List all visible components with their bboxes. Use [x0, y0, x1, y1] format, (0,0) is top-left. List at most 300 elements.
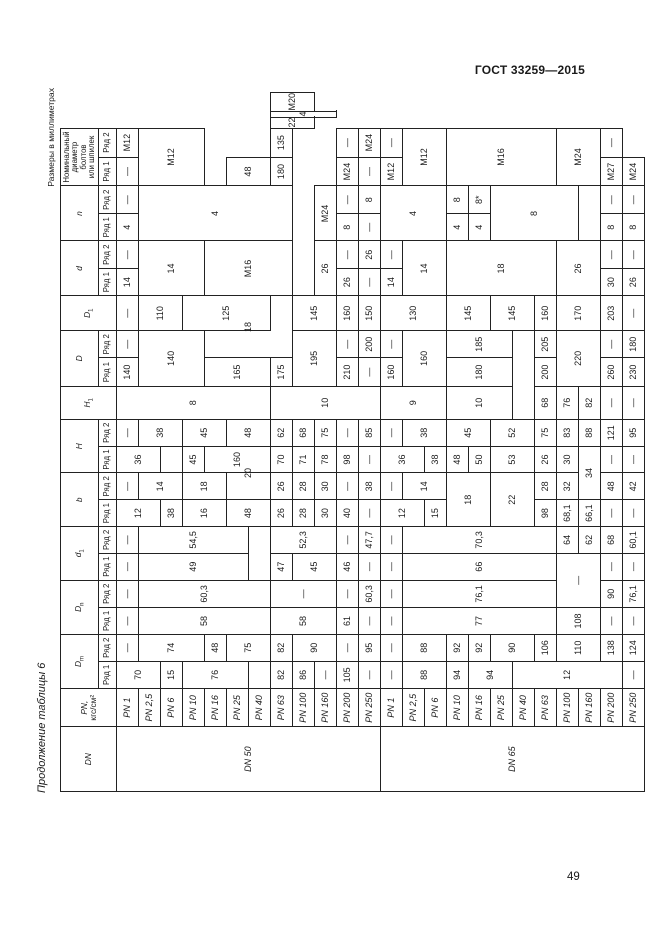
val: 70: [271, 446, 293, 473]
val: 125: [183, 296, 271, 331]
val: —: [359, 553, 381, 580]
val: 260: [601, 358, 623, 386]
val: 135: [271, 128, 293, 157]
val: 20: [227, 446, 271, 500]
val: 8*: [469, 186, 491, 213]
val: —: [601, 608, 623, 635]
val: 8: [337, 213, 359, 240]
val: 58: [271, 608, 337, 635]
pn-cell: PN 25: [227, 689, 249, 727]
val: 4: [469, 213, 491, 240]
val: 10: [447, 386, 513, 419]
val: 32: [557, 473, 579, 500]
val: 30: [601, 268, 623, 295]
val: —: [601, 186, 623, 213]
val: 74: [139, 634, 205, 661]
val: —: [359, 268, 381, 295]
val: —: [359, 446, 381, 473]
val: 15: [425, 500, 447, 527]
val: 185: [447, 331, 513, 358]
pn-cell: PN 40: [513, 689, 535, 727]
val: 9: [381, 386, 447, 419]
val: 60,3: [139, 580, 271, 607]
row-label: Ряд 2: [99, 241, 117, 268]
row-label: Ряд 2: [99, 580, 117, 607]
val: —: [117, 634, 139, 661]
row-label: Ряд 1: [99, 268, 117, 295]
val: 4: [271, 111, 337, 117]
val: 12: [513, 661, 623, 688]
dn-cell: DN 65: [381, 727, 645, 792]
val: 28: [293, 473, 315, 500]
val: 14: [403, 473, 447, 500]
val: 150: [359, 296, 381, 331]
val: 54,5: [139, 527, 249, 554]
val: 22: [491, 473, 535, 527]
row-label: Ряд 1: [99, 446, 117, 473]
val: 14: [117, 268, 139, 295]
val: —: [601, 128, 623, 157]
pn-cell: PN 16: [205, 689, 227, 727]
val: M24: [337, 157, 359, 186]
val: 48: [601, 473, 623, 500]
val: —: [381, 580, 403, 607]
val: 14: [139, 241, 205, 296]
val: 95: [623, 419, 645, 446]
val: 48: [447, 446, 469, 473]
continuation-caption: Продолжение таблицы 6: [36, 662, 48, 793]
val: —: [623, 241, 645, 268]
val: 105: [337, 661, 359, 688]
val: —: [337, 473, 359, 500]
val: 26: [535, 446, 557, 473]
val: 36: [117, 446, 161, 473]
val: 66: [403, 553, 557, 580]
val: M24: [623, 157, 645, 186]
val: 12: [381, 500, 425, 527]
val: 83: [557, 419, 579, 446]
val: M20: [271, 93, 315, 112]
col-n: n: [61, 186, 99, 241]
val: 66,1: [579, 500, 601, 527]
val: —: [359, 358, 381, 386]
val: 108: [557, 608, 601, 635]
val: 58: [139, 608, 271, 635]
val: —: [381, 553, 403, 580]
val: 180: [447, 358, 513, 386]
row-label: Ряд 1: [99, 553, 117, 580]
val: M24: [359, 128, 381, 157]
val: 4: [139, 186, 293, 241]
val: 200: [535, 358, 557, 386]
val: —: [623, 661, 645, 688]
pn-cell: PN 200: [337, 689, 359, 727]
val: —: [623, 446, 645, 473]
val: —: [623, 553, 645, 580]
val: 4: [381, 186, 447, 241]
val: —: [601, 446, 623, 473]
val: 94: [447, 661, 469, 688]
val: 68: [535, 386, 557, 419]
flange-dimensions-table: [60, 92, 645, 792]
val: 160: [381, 358, 403, 386]
val: 175: [271, 358, 293, 386]
val: 86: [293, 661, 315, 688]
val: 95: [359, 634, 381, 661]
row-label: Ряд 1: [99, 500, 117, 527]
val: 98: [535, 500, 557, 527]
val: 14: [139, 473, 183, 500]
val: —: [117, 157, 139, 186]
val: 48: [227, 157, 271, 186]
val: M24: [557, 128, 601, 186]
pn-cell: PN 250: [359, 689, 381, 727]
val: 76: [557, 386, 579, 419]
val: 145: [293, 296, 337, 331]
val: 62: [579, 527, 601, 554]
val: 26: [271, 473, 293, 500]
val: 180: [623, 331, 645, 358]
val: —: [337, 527, 359, 554]
val: 8: [359, 186, 381, 213]
val: 75: [315, 419, 337, 446]
val: —: [381, 608, 403, 635]
val: 75: [535, 419, 557, 446]
pn-cell: PN 40: [249, 689, 271, 727]
row-label: Ряд 1: [99, 213, 117, 240]
val: 210: [337, 358, 359, 386]
val: 8: [117, 386, 271, 419]
val: 30: [315, 473, 337, 500]
val: 160: [403, 331, 447, 387]
val: 30: [315, 500, 337, 527]
val: —: [117, 296, 139, 331]
val: —: [601, 500, 623, 527]
val: —: [117, 608, 139, 635]
val: —: [117, 580, 139, 607]
val: —: [117, 473, 139, 500]
val: 26: [315, 241, 337, 296]
val: 92: [447, 634, 469, 661]
val: 82: [271, 661, 293, 688]
val: 88: [579, 419, 601, 446]
val: 220: [557, 331, 601, 387]
val: 8: [447, 186, 469, 213]
val: 90: [601, 580, 623, 607]
val: 138: [601, 634, 623, 661]
val: M12: [117, 128, 139, 157]
val: 94: [469, 661, 513, 688]
val: 26: [337, 268, 359, 295]
val: 98: [337, 446, 359, 473]
val: 121: [601, 419, 623, 446]
val: 165: [205, 358, 271, 386]
val: 8: [623, 213, 645, 240]
pn-cell: PN 250: [623, 689, 645, 727]
val: 22: [271, 117, 315, 128]
val: 38: [161, 500, 183, 527]
col-d1: $d_1$: [61, 527, 99, 581]
val: 42: [623, 473, 645, 500]
val: 180: [271, 157, 293, 186]
val: 68: [601, 527, 623, 554]
val: —: [381, 634, 403, 661]
col-b: b: [61, 473, 99, 527]
val: 195: [293, 331, 337, 387]
val: 34: [579, 446, 601, 500]
val: 8: [491, 186, 579, 241]
val: 48: [205, 634, 227, 661]
val: 124: [623, 634, 645, 661]
val: 18: [447, 473, 491, 527]
val: 45: [183, 446, 205, 473]
row-label: Ряд 2: [99, 419, 117, 446]
val: 77: [403, 608, 557, 635]
val: —: [359, 157, 381, 186]
val: 10: [271, 386, 381, 419]
page-number: 49: [567, 871, 580, 883]
col-dn-diam: $D_n$: [61, 580, 99, 634]
val: 48: [227, 500, 271, 527]
val: 49: [139, 553, 249, 580]
val: 14: [381, 268, 403, 295]
val: 203: [601, 296, 623, 331]
dn-cell: DN 50: [117, 727, 381, 792]
row-label: Ряд 1: [99, 661, 117, 688]
val: —: [381, 128, 403, 157]
val: —: [381, 473, 403, 500]
val: 145: [447, 296, 491, 331]
val: 110: [139, 296, 183, 331]
pn-cell: PN 63: [535, 689, 557, 727]
val: 50: [469, 446, 491, 473]
val: M16: [205, 241, 293, 296]
val: 40: [337, 500, 359, 527]
row-label: Ряд 1: [99, 358, 117, 386]
val: —: [359, 213, 381, 240]
val: M27: [601, 157, 623, 186]
row-label: Ряд 2: [99, 331, 117, 358]
val: 18: [183, 473, 227, 500]
val: 38: [139, 419, 183, 446]
val: 12: [117, 500, 161, 527]
val: —: [337, 128, 359, 157]
val: —: [315, 661, 337, 688]
val: 76,1: [623, 580, 645, 607]
val: 48: [227, 419, 271, 446]
val: 85: [359, 419, 381, 446]
val: M12: [403, 128, 447, 186]
val: 26: [557, 241, 601, 296]
val: 46: [337, 553, 359, 580]
pn-cell: PN 1: [117, 689, 139, 727]
val: —: [623, 500, 645, 527]
val: 18: [205, 296, 293, 358]
val: —: [359, 661, 381, 688]
col-h1: $H_1$: [61, 386, 117, 419]
standard-header: ГОСТ 33259—2015: [474, 63, 585, 77]
row-label: Ряд 2: [99, 527, 117, 554]
val: 38: [403, 419, 447, 446]
val: 38: [425, 446, 447, 473]
val: M12: [139, 128, 205, 186]
val: 45: [447, 419, 491, 446]
val: —: [623, 386, 645, 419]
val: —: [117, 186, 139, 213]
val: 70: [117, 661, 161, 688]
row-label: Ряд 2: [99, 186, 117, 213]
val: 110: [557, 634, 601, 661]
val: 60,3: [359, 580, 381, 607]
val: —: [337, 580, 359, 607]
pn-cell: PN 10: [447, 689, 469, 727]
pn-cell: PN 100: [293, 689, 315, 727]
val: 68: [293, 419, 315, 446]
val: 106: [535, 634, 557, 661]
val: —: [359, 608, 381, 635]
val: 26: [271, 500, 293, 527]
col-dn: DN: [61, 727, 117, 792]
pn-cell: PN 100: [557, 689, 579, 727]
val: —: [601, 331, 623, 358]
val: —: [623, 186, 645, 213]
val: 78: [315, 446, 337, 473]
val: 130: [381, 296, 447, 331]
val: 88: [403, 634, 447, 661]
val: 28: [535, 473, 557, 500]
val: 60,1: [623, 527, 645, 554]
pn-cell: PN 1: [381, 689, 403, 727]
val: 140: [117, 358, 139, 386]
pn-cell: PN 160: [579, 689, 601, 727]
val: 64: [557, 527, 579, 554]
val: 28: [293, 500, 315, 527]
val: 36: [381, 446, 425, 473]
val: 45: [183, 419, 227, 446]
val: 52: [491, 419, 535, 446]
val: 45: [293, 553, 337, 580]
pn-cell: PN 2,5: [139, 689, 161, 727]
val: —: [117, 419, 139, 446]
val: 14: [403, 241, 447, 296]
val: 68,1: [557, 500, 579, 527]
val: 88: [403, 661, 447, 688]
col-D: D: [61, 331, 99, 387]
val: —: [381, 419, 403, 446]
val: 62: [271, 419, 293, 446]
val: —: [117, 331, 139, 358]
val: 30: [557, 446, 579, 473]
val: —: [623, 608, 645, 635]
pn-cell: PN 200: [601, 689, 623, 727]
val: 90: [293, 634, 337, 661]
val: 170: [557, 296, 601, 331]
col-d: d: [61, 241, 99, 296]
val: 82: [271, 634, 293, 661]
pn-cell: PN 6: [161, 689, 183, 727]
val: 82: [579, 386, 601, 419]
val: M12: [381, 157, 403, 186]
val: 4: [117, 213, 139, 240]
val: —: [337, 241, 359, 268]
val: —: [337, 419, 359, 446]
val: 47,7: [359, 527, 381, 554]
val: 75: [227, 634, 271, 661]
col-h: H: [61, 419, 99, 473]
val: M16: [447, 128, 557, 186]
val: —: [601, 386, 623, 419]
val: —: [359, 500, 381, 527]
row-label: Ряд 2: [99, 128, 117, 157]
val: 92: [469, 634, 491, 661]
val: —: [601, 241, 623, 268]
val: 52,3: [271, 527, 337, 554]
val: —: [337, 634, 359, 661]
col-dm: $D_m$: [61, 634, 99, 688]
val: —: [381, 331, 403, 358]
val: 140: [139, 331, 205, 387]
val: 38: [359, 473, 381, 500]
pn-cell: PN 6: [425, 689, 447, 727]
val: —: [623, 296, 645, 331]
val: 47: [271, 553, 293, 580]
val: —: [601, 553, 623, 580]
val: 145: [491, 296, 535, 331]
val: 76: [183, 661, 249, 688]
val: 70,3: [403, 527, 557, 554]
val: 160: [337, 296, 359, 331]
col-pn: PN, кгс/см²: [61, 689, 117, 727]
val: —: [271, 580, 337, 607]
pn-cell: PN 160: [315, 689, 337, 727]
val: 26: [623, 268, 645, 295]
row-label: Ряд 2: [99, 634, 117, 661]
val: 53: [491, 446, 535, 473]
val: —: [117, 553, 139, 580]
col-bolt: Номинальный диаметр болтов или шпилек: [61, 128, 99, 186]
val: 230: [623, 358, 645, 386]
pn-cell: PN 25: [491, 689, 513, 727]
val: —: [117, 241, 139, 268]
val: —: [117, 527, 139, 554]
pn-cell: PN 2,5: [403, 689, 425, 727]
val: 71: [293, 446, 315, 473]
val: 15: [161, 661, 183, 688]
row-label: Ряд 1: [99, 608, 117, 635]
val: 205: [535, 331, 557, 358]
units-note: Размеры в миллиметрах: [46, 88, 56, 187]
val: 16: [183, 500, 227, 527]
col-D1: $D_1$: [61, 296, 117, 331]
val: 26: [359, 241, 381, 268]
val: 160: [535, 296, 557, 331]
val: —: [381, 527, 403, 554]
val: —: [557, 553, 601, 607]
val: —: [381, 241, 403, 268]
pn-cell: PN 10: [183, 689, 205, 727]
val: 76,1: [403, 580, 557, 607]
val: 4: [447, 213, 469, 240]
val: —: [337, 186, 359, 213]
val: 61: [337, 608, 359, 635]
row-label: Ряд 1: [99, 157, 117, 186]
val: —: [381, 661, 403, 688]
val: 8: [601, 213, 623, 240]
val: —: [337, 331, 359, 358]
val: 18: [447, 241, 557, 296]
val: 90: [491, 634, 535, 661]
val: 200: [359, 331, 381, 358]
